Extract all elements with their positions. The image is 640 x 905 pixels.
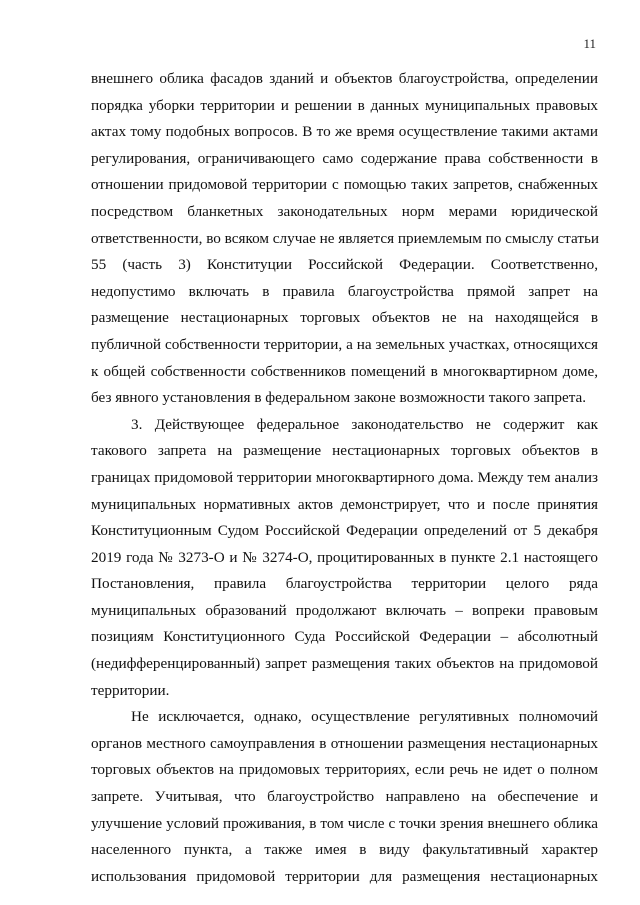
text-line: позициям Конституционного Суда Российской Федерации – абсолютный <box>91 628 598 646</box>
text-line: Конституционным Судом Российской Федерации определений от 5 декабря <box>91 522 598 540</box>
text-line: такового запрета на размещение нестационарных торговых объектов в <box>91 442 598 460</box>
text-line: улучшение условий проживания, в том числе с точки зрения внешнего облика <box>91 814 598 832</box>
paragraph-2 <box>91 412 598 705</box>
text-line: 2019 года № 3273-О и № 3274-О, процитированных в пункте 2.1 настоящего <box>91 548 598 566</box>
text-line: ответственности, во всяком случае не является приемлемым по смыслу статьи <box>91 229 600 247</box>
text-line: недопустимо включать в правила благоустройства прямой запрет на <box>91 282 598 300</box>
text-line: отношении придомовой территории с помощью таких запретов, снабженных <box>91 176 598 194</box>
text-line: актах тому подобных вопросов. В то же время осуществление такими актами <box>91 123 598 141</box>
text-line: 3. Действующее федеральное законодательство не содержит как <box>131 415 598 433</box>
text-line: без явного установления в федеральном законе возможности такого запрета. <box>91 389 587 407</box>
paragraph-3 <box>91 704 598 890</box>
text-line: (недифференцированный) запрет размещения таких объектов на придомовой <box>91 655 598 673</box>
text-line: к общей собственности собственников помещений в многоквартирном доме, <box>91 362 598 380</box>
page-number: 11 <box>583 36 596 51</box>
text-line: посредством бланкетных законодательных норм мерами юридической <box>91 202 598 220</box>
text-line: порядка уборки территории и решении в данных муниципальных правовых <box>91 96 598 114</box>
text-line: территории. <box>91 681 170 699</box>
text-line: Не исключается, однако, осуществление регулятивных полномочий <box>131 708 598 726</box>
text-line: регулирования, ограничивающего само содержание права собственности в <box>91 149 598 167</box>
text-line: внешнего облика фасадов зданий и объектов благоустройства, определении <box>91 70 598 87</box>
text-line: муниципальных нормативных актов демонстрирует, что и после принятия <box>91 495 598 513</box>
text-line: Постановления, правила благоустройства территории целого ряда <box>91 575 598 593</box>
text-line: публичной собственности территории, а на земельных участках, относящихся <box>91 335 598 353</box>
text-line: торговых объектов на придомовых территориях, если речь не идет о полном <box>91 761 598 779</box>
text-line: размещение нестационарных торговых объектов не на находящейся в <box>91 309 598 327</box>
text-line: запрете. Учитывая, что благоустройство направлено на обеспечение и <box>91 788 598 806</box>
text-line: органов местного самоуправления в отношении размещения нестационарных <box>91 734 598 752</box>
text-line: 55 (часть 3) Конституции Российской Федерации. Соответственно, <box>91 256 598 274</box>
text-line: границах придомовой территории многоквартирного дома. Между тем анализ <box>91 468 598 486</box>
text-line: использования придомовой территории для размещения нестационарных <box>91 867 598 885</box>
text-line: населенного пункта, а также имея в виду факультативный характер <box>91 841 598 859</box>
body-text <box>91 66 598 890</box>
paragraph-1 <box>91 66 598 412</box>
text-line: муниципальных образований продолжают включать – вопреки правовым <box>91 601 598 619</box>
